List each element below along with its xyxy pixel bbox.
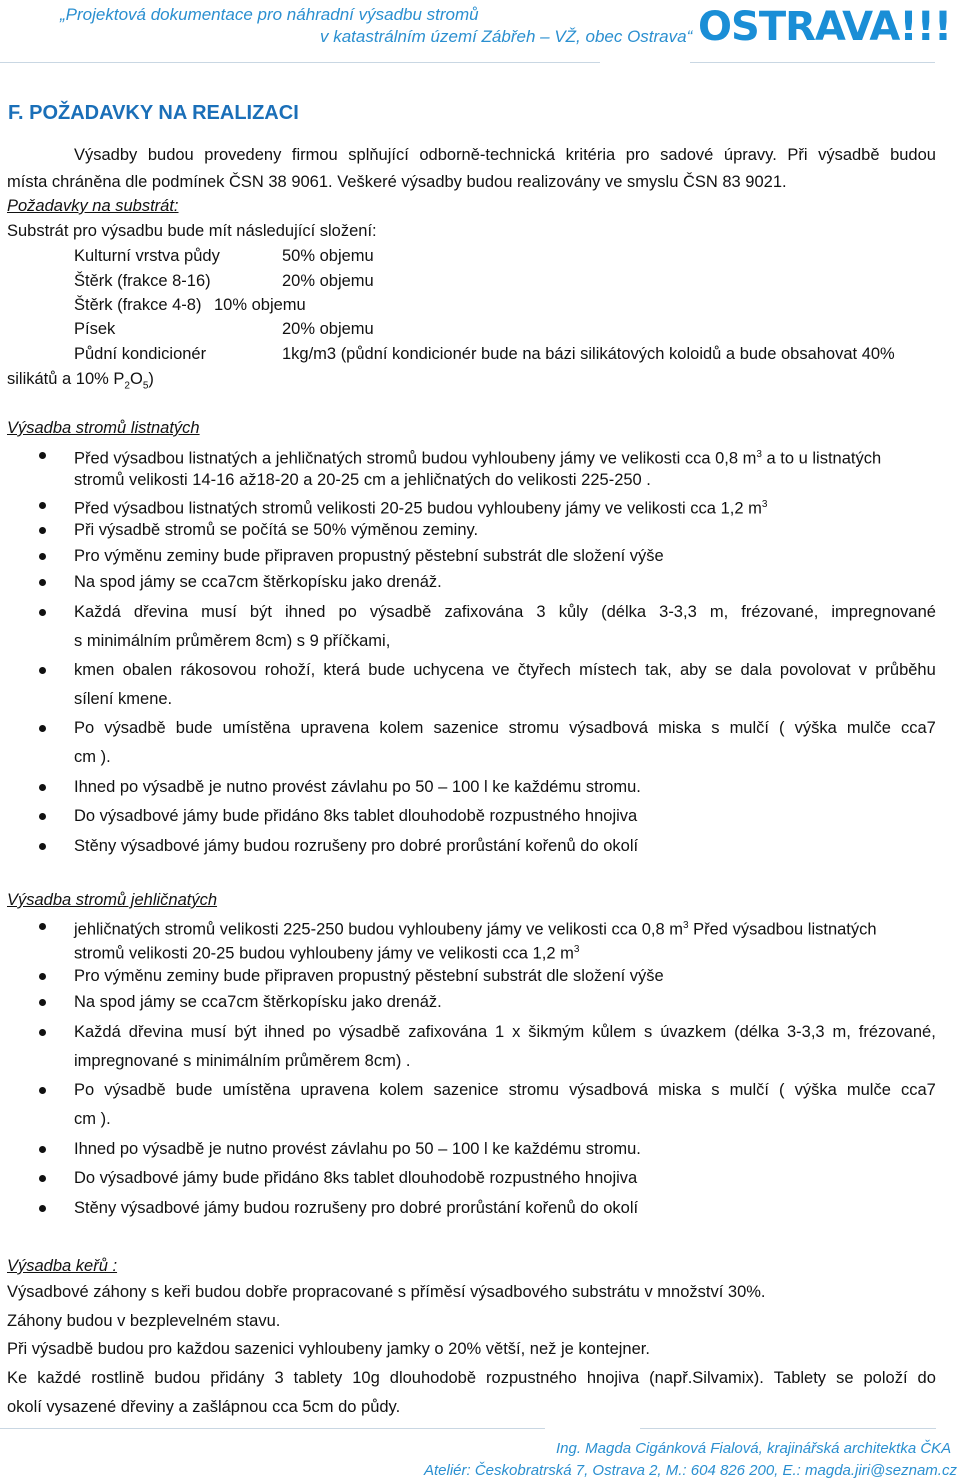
leafy-item-6-cont: s minimálním průměrem 8cm) s 9 příčkami,: [74, 632, 391, 650]
shrubs-line-3: Při výsadbě budou pro každou sazenici vyhloubeny jamky o 20% větší, než je kontejner.: [7, 1340, 650, 1358]
bullet-icon: [39, 502, 46, 509]
substrate-item-name: Štěrk (frakce 8-16): [74, 272, 211, 290]
bullet-icon: [39, 999, 46, 1006]
bullet-icon: [39, 725, 46, 732]
substrate-item-value: 10% objemu: [214, 296, 306, 314]
shrubs-line-4: Ke každé rostlině budou přidány 3 tablety 10g dlouhodobě rozpustného hnojiva (např.Silvamix). Tablety se položí do: [7, 1369, 936, 1387]
bullet-icon: [39, 609, 46, 616]
leafy-item-1: Před výsadbou listnatých a jehličnatých stromů budou vyhloubeny jámy ve velikosti cca 0,8 $m^3$ a to u listnatých: [74, 449, 882, 468]
intro-line-1: Výsadby budou provedeny firmou splňující odborně-technická kritéria pro sadové úpravy. Při výsadbě budou: [74, 146, 936, 164]
bullet-icon: [39, 527, 46, 534]
shrubs-line-1: Výsadbové záhony s keři budou dobře propracované s příměsí výsadbového substrátu v množství 30%.: [7, 1283, 766, 1301]
bullet-icon: [39, 1087, 46, 1094]
bullet-icon: [39, 843, 46, 850]
shrubs-heading: Výsadba keřů :: [7, 1257, 118, 1275]
leafy-item-8: Po výsadbě bude umístěna upravena kolem sazenice stromu výsadbová miska s mulčí ( výška mulče cca7: [74, 719, 936, 737]
leafy-item-10: Do výsadbové jámy bude přidáno 8ks tablet dlouhodobě rozpustného hnojiva: [74, 807, 638, 825]
leafy-item-11: Stěny výsadbové jámy budou rozrušeny pro dobré prorůstání kořenů do okolí: [74, 837, 639, 855]
bullet-icon: [39, 1205, 46, 1212]
leafy-item-5: Na spod jámy se cca7cm štěrkopísku jako drenáž.: [74, 573, 442, 591]
leafy-heading: Výsadba stromů listnatých: [7, 419, 200, 437]
leafy-item-2: Před výsadbou listnatých stromů velikosti 20-25 budou vyhloubeny jámy ve velikosti cca 1,2 $m^3$: [74, 499, 768, 518]
conifer-item-4-cont: impregnované s minimálním průměrem 8cm) .: [74, 1052, 411, 1070]
bullet-icon: [39, 923, 46, 930]
substrate-item-name: Půdní kondicionér: [74, 345, 207, 363]
conifer-item-2: Pro výměnu zeminy bude připraven propustný pěstební substrát dle složení výše: [74, 967, 664, 985]
header-project-title: „Projektová dokumentace pro náhradní výsadbu stromů: [60, 5, 479, 24]
conifer-item-8: Stěny výsadbové jámy budou rozrušeny pro dobré prorůstání kořenů do okolí: [74, 1199, 639, 1217]
ostrava-logo: OSTRAVA!!!: [698, 4, 952, 50]
substrate-item-name: Písek: [74, 320, 116, 338]
header-divider: [0, 62, 600, 63]
leafy-item-7: kmen obalen rákosovou rohoží, která bude uchycena ve čtyřech místech tak, aby se dala povolovat v průběhu: [74, 661, 936, 679]
shrubs-line-2: Záhony budou v bezplevelném stavu.: [7, 1312, 281, 1330]
substrate-intro: Substrát pro výsadbu bude mít následující složení:: [7, 222, 377, 240]
header-divider-right: [690, 62, 935, 63]
bullet-icon: [39, 1029, 46, 1036]
substrate-heading: Požadavky na substrát:: [7, 197, 179, 215]
conifer-item-5: Po výsadbě bude umístěna upravena kolem sazenice stromu výsadbová miska s mulčí ( výška mulče cca7: [74, 1081, 936, 1099]
shrubs-line-5: okolí vysazené dřeviny a zašlápnou cca 5cm do půdy.: [7, 1398, 401, 1416]
conifer-item-3: Na spod jámy se cca7cm štěrkopísku jako drenáž.: [74, 993, 442, 1011]
footer-contact: Ateliér: Českobratrská 7, Ostrava 2, M.: 604 826 200, E.: magda.jiri@seznam.cz: [424, 1462, 957, 1479]
substrate-item-value: 20% objemu: [282, 272, 374, 290]
bullet-icon: [39, 1146, 46, 1153]
substrate-item-value: 20% objemu: [282, 320, 374, 338]
header-project-location: v katastrálním území Zábřeh – VŽ, obec Ostrava“: [320, 27, 693, 46]
conifer-heading: Výsadba stromů jehličnatých: [7, 891, 218, 909]
bullet-icon: [39, 553, 46, 560]
footer-divider-right: [640, 1428, 936, 1429]
conifer-item-1-cont: stromů velikosti 20-25 budou vyhloubeny jámy ve velikosti cca 1,2 $m^3$: [74, 944, 580, 963]
bullet-icon: [39, 784, 46, 791]
leafy-item-9: Ihned po výsadbě je nutno provést závlahu po 50 – 100 l ke každému stromu.: [74, 778, 641, 796]
conifer-item-4: Každá dřevina musí být ihned po výsadbě zafixována 1 x šikmým kůlem s úvazkem (délka 3-3,3 m, frézované,: [74, 1023, 936, 1041]
substrate-item-name: Kulturní vrstva půdy: [74, 247, 220, 265]
leafy-item-6: Každá dřevina musí být ihned po výsadbě zafixována 3 kůly (délka 3-3,3 m, frézované, impregnované: [74, 603, 936, 621]
leafy-item-4: Pro výměnu zeminy bude připraven propustný pěstební substrát dle složení výše: [74, 547, 664, 565]
intro-line-2: místa chráněna dle podmínek ČSN 38 9061. Veškeré výsadby budou realizovány ve smyslu ČSN 83 9021.: [7, 173, 787, 191]
bullet-icon: [39, 452, 46, 459]
bullet-icon: [39, 1175, 46, 1182]
bullet-icon: [39, 579, 46, 586]
substrate-item-value: 1kg/m3 (půdní kondicionér bude na bázi silikátových koloidů a bude obsahovat 40%: [282, 345, 895, 363]
footer-author: Ing. Magda Cigánková Fialová, krajinářská architektka ČKA: [556, 1440, 952, 1457]
footer-divider: [0, 1428, 545, 1429]
section-heading: F. POŽADAVKY NA REALIZACI: [8, 102, 299, 124]
conifer-item-7: Do výsadbové jámy bude přidáno 8ks tablet dlouhodobě rozpustného hnojiva: [74, 1169, 638, 1187]
substrate-item-value: 50% objemu: [282, 247, 374, 265]
conifer-item-1: jehličnatých stromů velikosti 225-250 budou vyhloubeny jámy ve velikosti cca 0,8 $m^3$ Před výsadbou listnatých: [74, 920, 877, 939]
bullet-icon: [39, 667, 46, 674]
substrate-item-name: Štěrk (frakce 4-8): [74, 296, 202, 314]
bullet-icon: [39, 813, 46, 820]
leafy-item-3: Při výsadbě stromů se počítá se 50% výměnou zeminy.: [74, 521, 479, 539]
leafy-item-1-cont: stromů velikosti 14-16 až18-20 a 20-25 cm a jehličnatých do velikosti 225-250 .: [74, 471, 651, 489]
substrate-continuation: silikátů a 10% $P_2O_5$): [7, 370, 154, 392]
conifer-item-6: Ihned po výsadbě je nutno provést závlahu po 50 – 100 l ke každému stromu.: [74, 1140, 641, 1158]
leafy-item-8-cont: cm ).: [74, 748, 111, 766]
leafy-item-7-cont: sílení kmene.: [74, 690, 173, 708]
conifer-item-5-cont: cm ).: [74, 1110, 111, 1128]
bullet-icon: [39, 973, 46, 980]
